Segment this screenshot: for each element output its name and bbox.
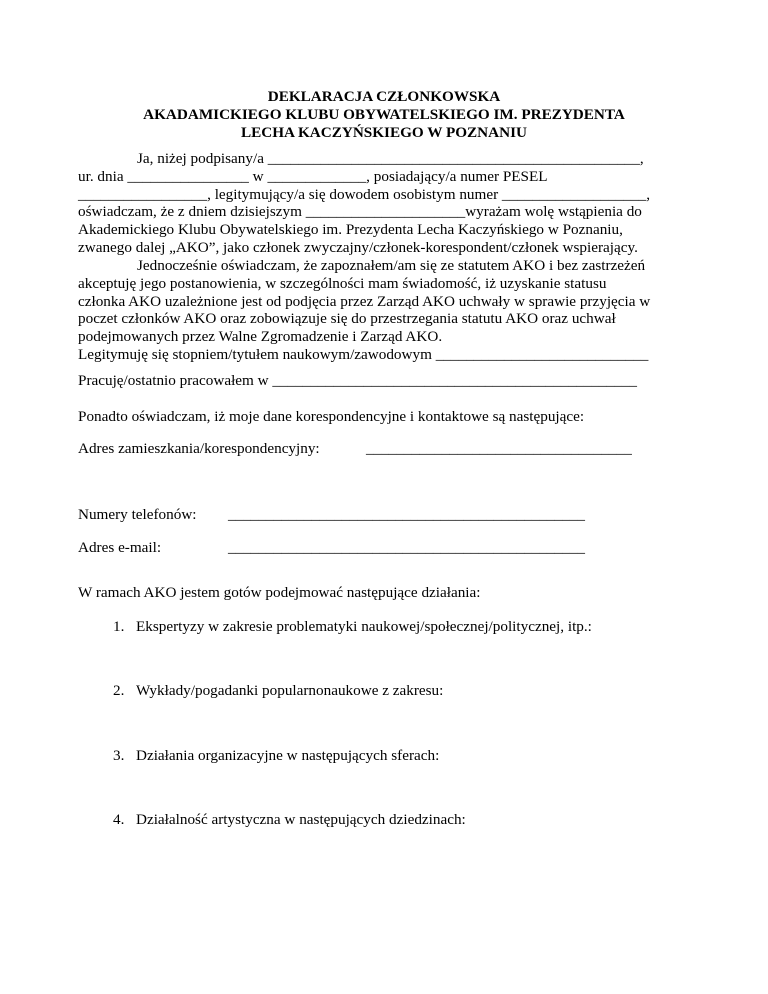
contact-intro: Ponadto oświadczam, iż moje dane korespondencyjne i kontaktowe są następujące: xyxy=(78,408,585,425)
statute-line-2: akceptuję jego postanowienia, w szczególności mam świadomość, iż uzyskanie statusu xyxy=(78,274,607,292)
activity-item-4 xyxy=(113,811,466,829)
name-blank: _________________________________________________, xyxy=(267,150,644,167)
list-number: 3. xyxy=(113,747,125,764)
degree-line: Legitymuję się stopniem/tytułem naukowym/zawodowym ____________________________ xyxy=(78,346,649,363)
statute-line-3: członka AKO uzależnione jest od podjęcia przez Zarząd AKO uchwały w sprawie przyjęcia w xyxy=(78,292,651,310)
activity-text: Ekspertyzy w zakresie problematyki naukowej/społecznej/politycznej, itp.: xyxy=(136,618,592,635)
pesel-possession-label: posiadający/a xyxy=(373,167,457,185)
list-number: 1. xyxy=(113,618,125,635)
name-label: Ja, niżej podpisany/a xyxy=(137,150,264,167)
phone-label: Numery telefonów: xyxy=(78,506,197,523)
birth-place-label: w xyxy=(252,167,264,185)
activity-text: Wykłady/pogadanki popularnonaukowe z zakresu: xyxy=(136,682,444,699)
address-label: Adres zamieszkania/korespondencyjny: xyxy=(78,440,320,457)
activity-item-1 xyxy=(113,618,592,636)
club-name-line: Akademickiego Klubu Obywatelskiego im. Prezydenta Lecha Kaczyńskiego w Poznaniu, xyxy=(78,221,623,239)
membership-type-line: zwanego dalej „AKO”, jako członek zwyczajny/członek-korespondent/członek wspierający. xyxy=(78,238,638,256)
pesel-label: PESEL xyxy=(502,167,548,185)
statute-line-1: Jednocześnie oświadczam, że zapoznałem/am się ze statutem AKO i bez zastrzeżeń xyxy=(137,257,646,274)
list-number: 4. xyxy=(113,811,125,828)
document-title xyxy=(78,88,690,142)
statute-paragraph xyxy=(78,257,690,346)
statute-line-5: podejmowanych przez Walne Zgromadzenie i Zarząd AKO. xyxy=(78,328,443,346)
workplace-line: Pracuję/ostatnio pracowałem w ________________________________________________ xyxy=(78,372,637,389)
declaration-paragraph xyxy=(78,150,690,257)
email-label: Adres e-mail: xyxy=(78,539,162,556)
email-blank: _______________________________________________ xyxy=(228,539,585,556)
title-line-3: LECHA KACZYŃSKIEGO W POZNANIU xyxy=(241,124,527,141)
activity-item-3 xyxy=(113,747,439,765)
birth-place-blank: _____________, xyxy=(267,167,370,185)
activity-text: Działalność artystyczna w następujących dziedzinach: xyxy=(136,811,466,828)
birth-date-blank: ________________ xyxy=(127,167,249,185)
list-number: 2. xyxy=(113,682,125,699)
id-card-line: _________________, legitymujący/a się dowodem osobistym numer ___________________, xyxy=(78,185,651,203)
pesel-number-label: numer xyxy=(460,167,500,185)
activities-intro: W ramach AKO jestem gotów podejmować następujące działania: xyxy=(78,584,481,601)
phone-blank: _______________________________________________ xyxy=(228,506,585,523)
birth-label: ur. xyxy=(78,167,94,185)
address-blank: ___________________________________ xyxy=(366,440,632,457)
activity-item-2 xyxy=(113,682,443,700)
title-line-2: AKADAMICKIEGO KLUBU OBYWATELSKIEGO IM. PREZYDENTA xyxy=(143,106,625,123)
join-date-line: oświadczam, że z dniem dzisiejszym _____________________wyrażam wolę wstąpienia do xyxy=(78,203,642,221)
title-line-1: DEKLARACJA CZŁONKOWSKA xyxy=(267,88,501,105)
birth-date-label: dnia xyxy=(97,167,124,185)
activity-text: Działania organizacyjne w następujących sferach: xyxy=(136,747,440,764)
statute-line-4: poczet członków AKO oraz zobowiązuje się do przestrzegania statutu AKO oraz uchwał xyxy=(78,310,616,328)
